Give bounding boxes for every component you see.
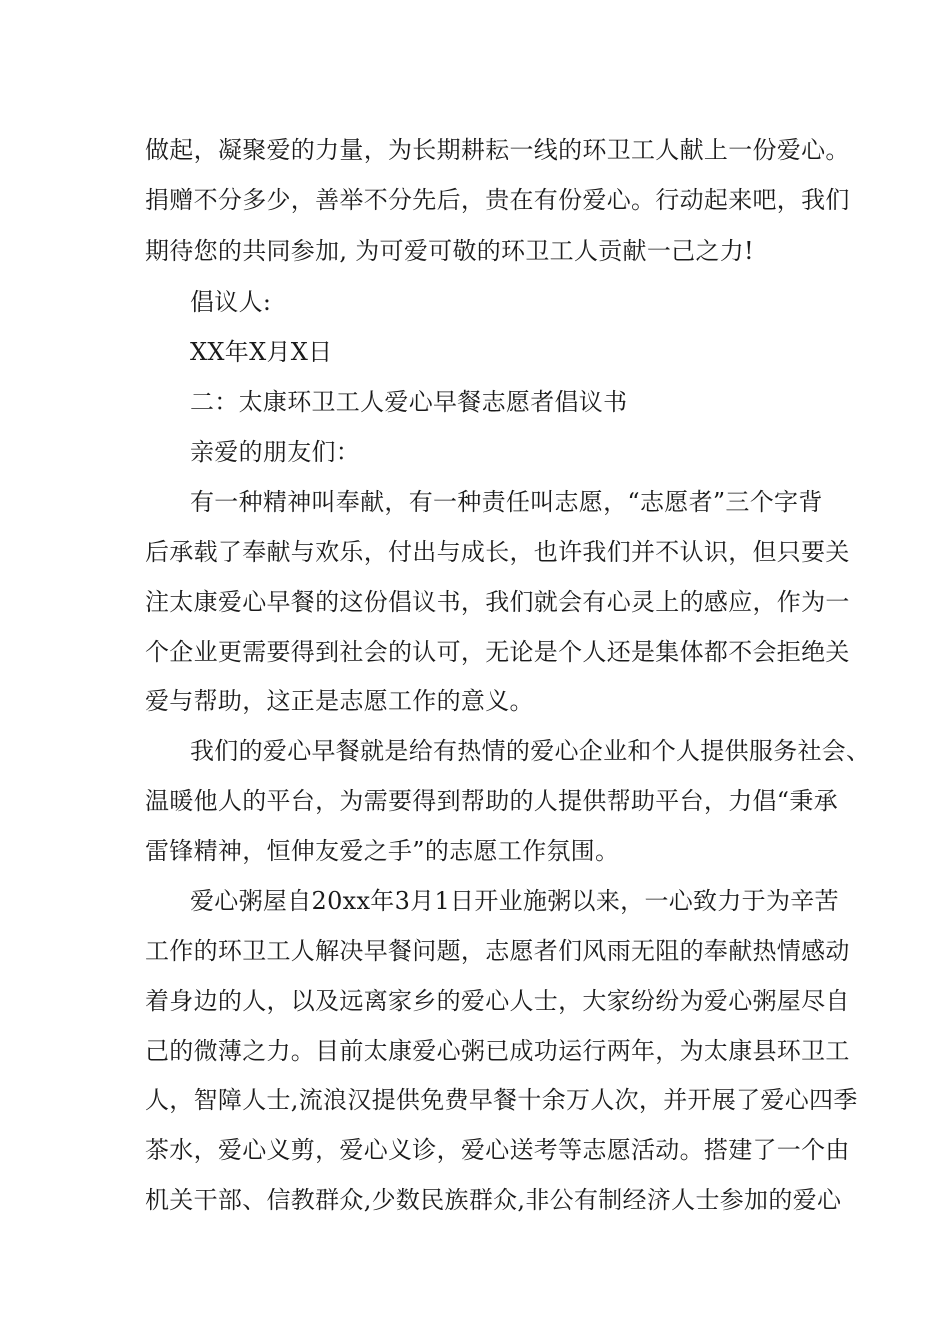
paragraph-line: 个企业更需要得到社会的认可，无论是个人还是集体都不会拒绝关 <box>145 638 850 666</box>
paragraph-line: 茶水，爱心义剪，爱心义诊，爱心送考等志愿活动。搭建了一个由 <box>145 1136 850 1164</box>
paragraph-line: 机关干部、信教群众,少数民族群众,非公有制经济人士参加的爱心 <box>145 1186 842 1214</box>
paragraph-line: 工作的环卫工人解决早餐问题，志愿者们风雨无阻的奉献热情感动 <box>145 937 850 965</box>
paragraph-line: 温暖他人的平台，为需要得到帮助的人提供帮助平台，力倡“秉承 <box>145 787 838 815</box>
paragraph-line: 后承载了奉献与欢乐，付出与成长，也许我们并不认识，但只要关 <box>145 538 850 566</box>
section-heading: 二：太康环卫工人爱心早餐志愿者倡议书 <box>190 388 628 416</box>
salutation: 亲爱的朋友们： <box>190 438 361 466</box>
paragraph-line: 期待您的共同参加, 为可爱可敬的环卫工人贡献一己之力! <box>145 237 755 265</box>
signatory-label: 倡议人: <box>190 288 272 316</box>
paragraph-line: 着身边的人，以及远离家乡的爱心人士，大家纷纷为爱心粥屋尽自 <box>145 987 850 1015</box>
paragraph-line: 爱与帮助，这正是志愿工作的意义。 <box>145 687 534 715</box>
paragraph-line: 注太康爱心早餐的这份倡议书，我们就会有心灵上的感应，作为一 <box>145 588 850 616</box>
paragraph-line: 我们的爱心早餐就是给有热情的爱心企业和个人提供服务社会、 <box>190 737 871 765</box>
paragraph-line: 雷锋精神，恒伸友爱之手”的志愿工作氛围。 <box>145 837 620 865</box>
paragraph-line: 捐赠不分多少，善举不分先后，贵在有份爱心。行动起来吧，我们 <box>145 186 850 214</box>
paragraph-line: 爱心粥屋自20xx年3月1日开业施粥以来，一心致力于为辛苦 <box>190 887 839 915</box>
paragraph-line: 有一种精神叫奉献，有一种责任叫志愿，“志愿者”三个字背 <box>190 488 823 516</box>
date-line: XX年X月X日 <box>190 338 333 366</box>
paragraph-line: 人，智障人士,流浪汉提供免费早餐十余万人次，并开展了爱心四季 <box>145 1086 858 1114</box>
paragraph-line: 己的微薄之力。目前太康爱心粥已成功运行两年，为太康县环卫工 <box>145 1037 850 1065</box>
paragraph-line: 做起，凝聚爱的力量，为长期耕耘一线的环卫工人献上一份爱心。 <box>145 136 850 164</box>
